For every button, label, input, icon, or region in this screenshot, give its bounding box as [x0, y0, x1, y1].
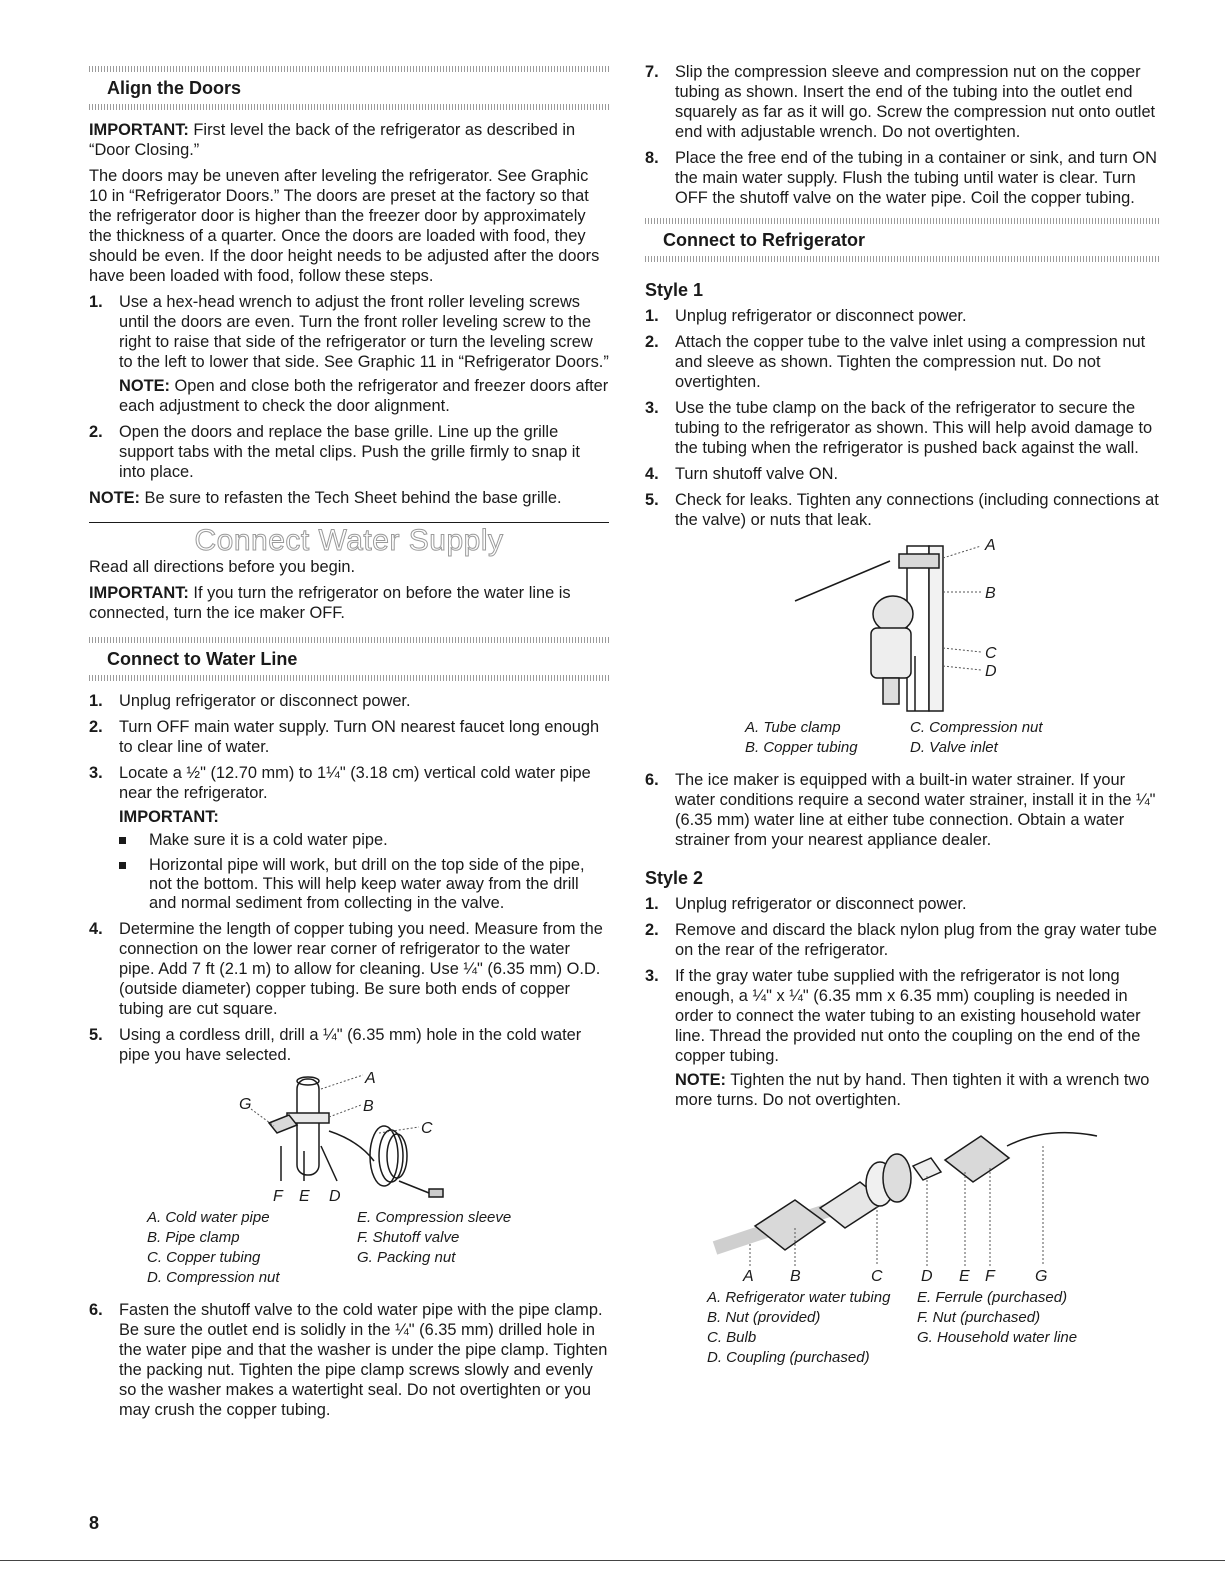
hatch-divider	[89, 104, 609, 110]
align-doors-steps	[89, 292, 609, 482]
list-item: 2. Remove and discard the black nylon plug from the gray water tube on the rear of the refrigerator.	[645, 921, 1157, 959]
fig-label-b: B	[985, 585, 996, 602]
list-item: 5. Using a cordless drill, drill a ¼" (6.35 mm) hole in the cold water pipe you have selected.	[89, 1026, 582, 1064]
align-doors-note: NOTE: Be sure to refasten the Tech Sheet behind the base grille.	[89, 489, 562, 507]
list-item: 3. If the gray water tube supplied with the refrigerator is not long enough, a ¼" x ¼" (6.35 mm x 6.35 mm) coupling is needed in order to connect the water tubing to an existing household water line. Thread the provided nut onto the coupling on the end of the copper tubing. NOTE: Tighten the nut by hand. Then tighten it with a wrench two more turns. Do not overtighten.	[645, 966, 1161, 1110]
water-line-title: Connect to Water Line	[107, 649, 298, 669]
list-item: 1. Unplug refrigerator or disconnect power.	[645, 307, 967, 325]
list-item: 2. Turn OFF main water supply. Turn ON nearest faucet long enough to clear line of water.	[89, 718, 600, 756]
align-doors-header	[89, 66, 609, 110]
list-item: 7. Slip the compression sleeve and compression nut on the copper tubing as shown. Insert the end of the tubing into the outlet end squarely as far as it will go. Screw the compression nut onto outlet end with adjustable wrench. Do not overtighten.	[645, 63, 1156, 141]
figure-legend: A. Refrigerator water tubing E. Ferrule (purchased) B. Nut (provided) F. Nut (purchased) C. Bulb G. Household water line D. Coupling (purchased)	[707, 1289, 1078, 1366]
list-item: 8. Place the free end of the tubing in a container or sink, and turn ON the main water supply. Flush the tubing until water is clear. Turn OFF the shutoff valve on the water pipe. Coil the copper tubing.	[645, 149, 1157, 207]
page-number: 8	[89, 1513, 100, 1533]
list-item: 1. Use a hex-head wrench to adjust the front roller leveling screws until the doors are even. Turn the front roller leveling screw to the right to raise that side of the refrigerator or turn the leveling screw to the left to lower that side. See Graphic 11 in “Refrigerator Doors.” NOTE: Open and close both the refrigerator and freezer doors after each adjustment to check the door alignment.	[89, 293, 609, 415]
list-item: 6. The ice maker is equipped with a built-in water strainer. If your water conditions require a second water strainer, install it in the ¼" (6.35 mm) water line at either tube connection. Obtain a water strainer from your nearest appliance dealer.	[645, 771, 1156, 849]
list-item: 4. Turn shutoff valve ON.	[645, 465, 839, 483]
connect-water-supply-title: Connect Water Supply	[194, 524, 504, 557]
fig-label-a: A	[985, 537, 996, 554]
step-note: NOTE: Tighten the nut by hand. Then tighten it with a wrench two more turns. Do not overtighten.	[675, 1071, 1150, 1109]
connect-fridge-header	[645, 218, 1161, 262]
list-item: 5. Check for leaks. Tighten any connections (including connections at the valve) or nuts that leak.	[645, 491, 1159, 529]
fig-label-c: C	[871, 1268, 883, 1285]
list-item: 4. Determine the length of copper tubing you need. Measure from the connection on the lower rear corner of refrigerator to the water pipe. Add 7 ft (2.1 m) to allow for cleaning. Use ¼" (6.35 mm) O.D. (outside diameter) copper tubing. Be sure both ends of copper tubing are cut square.	[89, 920, 603, 1018]
fig-label-e: E	[959, 1268, 970, 1285]
style2-steps	[645, 894, 1161, 1110]
fig-label-e: E	[299, 1188, 310, 1205]
hatch-divider	[89, 675, 609, 681]
right-column	[645, 62, 1161, 1380]
shutoff-valve-diagram	[89, 1071, 609, 1206]
fig-label-c: C	[985, 645, 997, 662]
align-doors-important: IMPORTANT: First level the back of the refrigerator as described in “Door Closing.”	[89, 121, 576, 159]
fig-label-c: C	[421, 1120, 433, 1137]
fig-label-d: D	[921, 1268, 933, 1285]
important-label: IMPORTANT:	[119, 808, 219, 826]
water-line-steps-cont	[89, 1300, 609, 1420]
left-column	[89, 62, 609, 1426]
water-supply-important: IMPORTANT: If you turn the refrigerator on before the water line is connected, turn the ice maker OFF.	[89, 584, 571, 622]
list-item: 1. Unplug refrigerator or disconnect power.	[645, 895, 967, 913]
connect-fridge-title: Connect to Refrigerator	[663, 230, 866, 250]
list-item: 1. Unplug refrigerator or disconnect power.	[89, 692, 411, 710]
step-note: NOTE: Open and close both the refrigerator and freezer doors after each adjustment to check the door alignment.	[119, 377, 609, 415]
figure-legend: A. Tube clamp C. Compression nut B. Copper tubing D. Valve inlet	[745, 719, 1043, 756]
fig-label-b: B	[363, 1098, 374, 1115]
fig-label-d: D	[985, 663, 997, 680]
fig-label-d: D	[329, 1188, 341, 1205]
align-doors-intro: The doors may be uneven after leveling the refrigerator. See Graphic 10 in “Refrigerator Doors.” The doors are preset at the factory so that the refrigerator door is higher than the freezer door by approximately the thickness of a quarter. Once the doors are loaded with food, they should be even. If the door height needs to be adjusted after the doors have been loaded with food, follow these steps.	[89, 167, 600, 285]
fig-label-a: A	[743, 1268, 754, 1285]
list-item: 6. Fasten the shutoff valve to the cold water pipe with the pipe clamp. Be sure the outlet end is solidly in the ¼" (6.35 mm) drilled hole in the water pipe and that the washer is under the pipe clamp. Tighten the packing nut. Tighten the pipe clamp screws slowly and evenly so the washer makes a watertight seal. Do not overtighten or you may crush the copper tubing.	[89, 1301, 608, 1419]
style1-title: Style 1	[645, 280, 704, 300]
list-item: 2. Attach the copper tube to the valve inlet using a compression nut and sleeve as shown. Tighten the compression nut. Do not overtighten.	[645, 333, 1146, 391]
align-doors-title: Align the Doors	[107, 78, 241, 98]
style2-title: Style 2	[645, 868, 704, 888]
read-all-text: Read all directions before you begin.	[89, 558, 356, 576]
list-item: 3. Use the tube clamp on the back of the refrigerator to secure the tubing to the refrigerator as shown. This will help avoid damage to the tubing when the refrigerator is pushed back against the wall.	[645, 399, 1153, 457]
coupling-diagram	[645, 1116, 1161, 1286]
water-line-header	[89, 637, 609, 681]
fig-label-a: A	[365, 1071, 376, 1087]
bottom-rule	[0, 1560, 1225, 1561]
style1-steps	[645, 306, 1161, 530]
valve-inlet-diagram	[645, 536, 1161, 716]
hatch-divider	[645, 256, 1161, 262]
fig-label-b: B	[790, 1268, 801, 1285]
figure-legend: A. Cold water pipe E. Compression sleeve B. Pipe clamp F. Shutoff valve C. Copper tubing G. Packing nut D. Compression nut	[147, 1209, 512, 1286]
list-item: 3. Locate a ½" (12.70 mm) to 1¼" (3.18 cm) vertical cold water pipe near the refrigerator. IMPORTANT: Make sure it is a cold water pipe. Horizontal pipe will work, but drill on the top side of the pipe, not the bottom. This will help keep water away from the drill and normal sediment from collecting in the valve.	[89, 763, 609, 913]
fig-label-g: G	[1035, 1268, 1048, 1285]
style1-steps-cont	[645, 770, 1161, 850]
important-bullets	[119, 831, 609, 913]
section-rule	[89, 522, 609, 523]
list-item: 2. Open the doors and replace the base grille. Line up the grille support tabs with the metal clips. Push the grille firmly to snap it into place.	[89, 423, 580, 481]
bullet-item: Make sure it is a cold water pipe.	[119, 831, 609, 850]
fig-label-g: G	[239, 1096, 252, 1113]
water-line-steps-right	[645, 62, 1161, 208]
bullet-item: Horizontal pipe will work, but drill on the top side of the pipe, not the bottom. This will help keep water away from the drill and normal sediment from collecting in the valve.	[119, 856, 609, 913]
fig-label-f: F	[273, 1188, 283, 1205]
water-line-steps	[89, 691, 609, 1065]
fig-label-f: F	[985, 1268, 995, 1285]
